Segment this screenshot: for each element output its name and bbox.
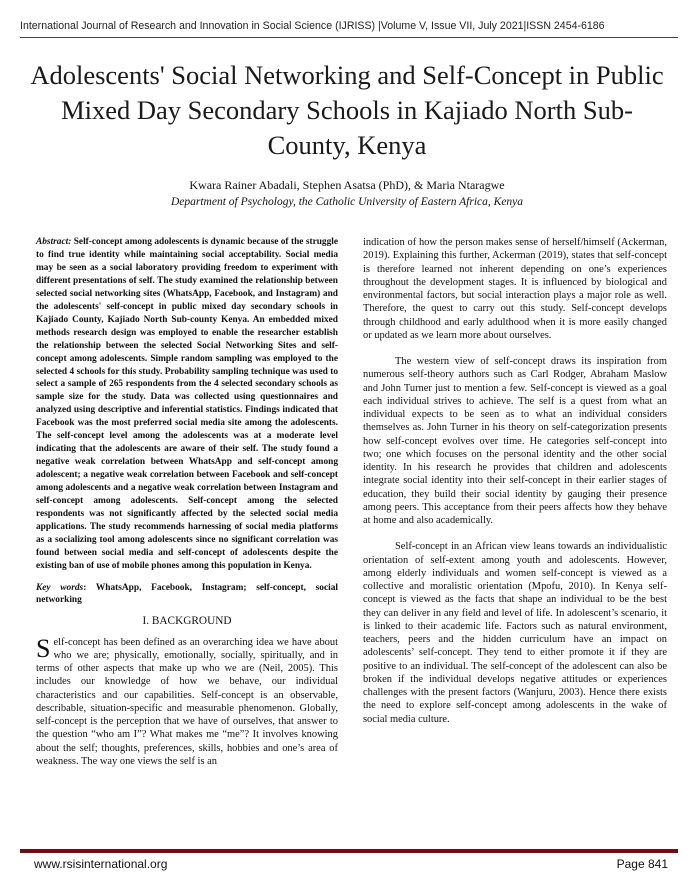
background-paragraph-1-continued: indication of how the person makes sense of herself/himself (Ackerman, 2019). Explaining this further, Ackerman (2019), states that self-concept is therefore learned not inherent depending on one’s experiences throughout the development stages. It is influenced by biological and environmental factors, but social interaction plays a major role as well. Therefore, the quest to carry out this study. Self-concept develops through childhood and early adulthood when it is more easily changed or updated as we learn more about ourselves. xyxy=(363,237,667,341)
footer-page-number: Page 841 xyxy=(616,857,668,871)
abstract xyxy=(36,236,338,573)
keywords-text: : WhatsApp, Facebook, Instagram; self-concept, social networking xyxy=(36,582,339,606)
header-rule xyxy=(20,37,678,38)
section-heading: I. BACKGROUND xyxy=(142,615,232,628)
abstract-text: Self-concept among adolescents is dynamic because of the struggle to find true identity while maintaining social acceptability. Social media may be seen as a social laboratory providing freedom to experiment with different presentations of self. The study examined the relationship between selected social networking sites (WhatsApp, Facebook, and Instagram) and the adolescents' self-concept in public mixed day secondary schools in Kajiado County, Kajiado North Sub-county Kenya. An embedded mixed methods research design was employed to enable the researcher establish the relationship between the selected Social Networking Sites and self-concept among adolescents. Simple random sampling was employed to the selected 4 schools for this study. Probability sampling technique was used to select a sample of 265 respondents from the 4 selected secondary schools as sample size for the study. Data was collected using questionnaires and analyzed using descriptive and inferential statistics. Findings indicated that Facebook was the most preferred social media site among the adolescents. The self-concept level among the adolescents was at a moderate level indicating that the adolescents are aware of their self. The study found a negative weak correlation between WhatsApp and self-concept among adolescent; a negative weak correlation between Facebook and self-concept among adolescents and a negative weak correlation between Instagram and self-concept among adolescents. Self-concept among the selected respondents was not significantly affected by the selected social media applications. The study recommends harnessing of social media platforms as a socializing tool among adolescents since no significant correlation was found between social media and self-concept of adolescents despite the existing ban of use of mobile phones among this population in Kenya. xyxy=(36,237,338,571)
paper-affiliation: Department of Psychology, the Catholic University of Eastern Africa, Kenya xyxy=(170,196,524,208)
background-paragraph-2: The western view of self-concept draws its inspiration from numerous self-theory authors such as Carl Rodger, Abraham Maslow and John Turner just to mention a few. Self-concept is viewed as a goal each individual strives to achieve. The self is a quest from what an individual expects to be seen as to what an individual considers themselves as. John Turner in his theory on self-categorization presents how self-concept evolves over time. He categories self-concept into two; one which focuses on the personal identity and the other social identity. In his research he provides that children and adolescents integrate social identity into their self-concept in their earlier stages of education, they build their social identity by gauging their presence among peers. This acceptance from their peers affects how they behave at home and also academically. xyxy=(363,356,667,526)
keywords-lead: Key words xyxy=(36,582,84,593)
background-paragraph-3: Self-concept in an African view leans towards an individualistic orientation of self-extent among youth and adolescents. However, among elderly individuals and women self-concept is viewed as a collective and moralistic orientation (Mpofu, 2010). In Kenya self-concept is viewed as the facts that shape an individual to be the best they can deliver in any field and level of life. In adolescent’s scenario, it is linked to their academic life. Factors such as natural environment, teachers, peers and the hidden curriculum have an impact on adolescents’ self-concept. They tend to either promote it if they are positive to an individual. The self-concept of the adolescent can also be broken if the individual develops negative attitudes or experiences challenges with the present factors (Wanjuru, 2003). Hence there exists the need to explore self-concept among adolescents in the wake of social media culture. xyxy=(363,541,667,725)
footer-rule xyxy=(20,849,678,853)
right-column xyxy=(363,236,667,726)
left-column xyxy=(36,236,338,768)
journal-header: International Journal of Research and Innovation in Social Science (IJRISS) |Volume V, Issue VII, July 2021|ISSN 2454-6186 xyxy=(20,20,605,32)
footer-website: www.rsisinternational.org xyxy=(34,857,168,871)
abstract-lead: Abstract: xyxy=(36,237,72,247)
background-paragraph-1-text: elf-concept has been defined as an overarching idea we have about who we are; physically, emotionally, socially, spiritually, and in terms of other aspects that make up who we are (Neil, 2005). This includes our knowledge of how we behave, our individual characteristics and our capabilities. Self-concept is an observable, describable, situation-specific and measurable phenomenon. Globally, self-concept is the perception that we have of ourselves, that answer to the question “who am I”? What makes me “me”? It involves knowing about the self; thoughts, preferences, skills, hobbies and one’s area of weakness. The way one views the self is an xyxy=(36,636,338,767)
background-paragraph-1 xyxy=(36,633,338,769)
paper-authors: Kwara Rainer Abadali, Stephen Asatsa (PhD), & Maria Ntaragwe xyxy=(189,178,505,192)
paper-title: Adolescents' Social Networking and Self-Concept in Public Mixed Day Secondary Schools in Kajiado North Sub-County, Kenya xyxy=(30,60,664,160)
drop-cap: S xyxy=(36,633,51,663)
keywords xyxy=(36,582,338,607)
